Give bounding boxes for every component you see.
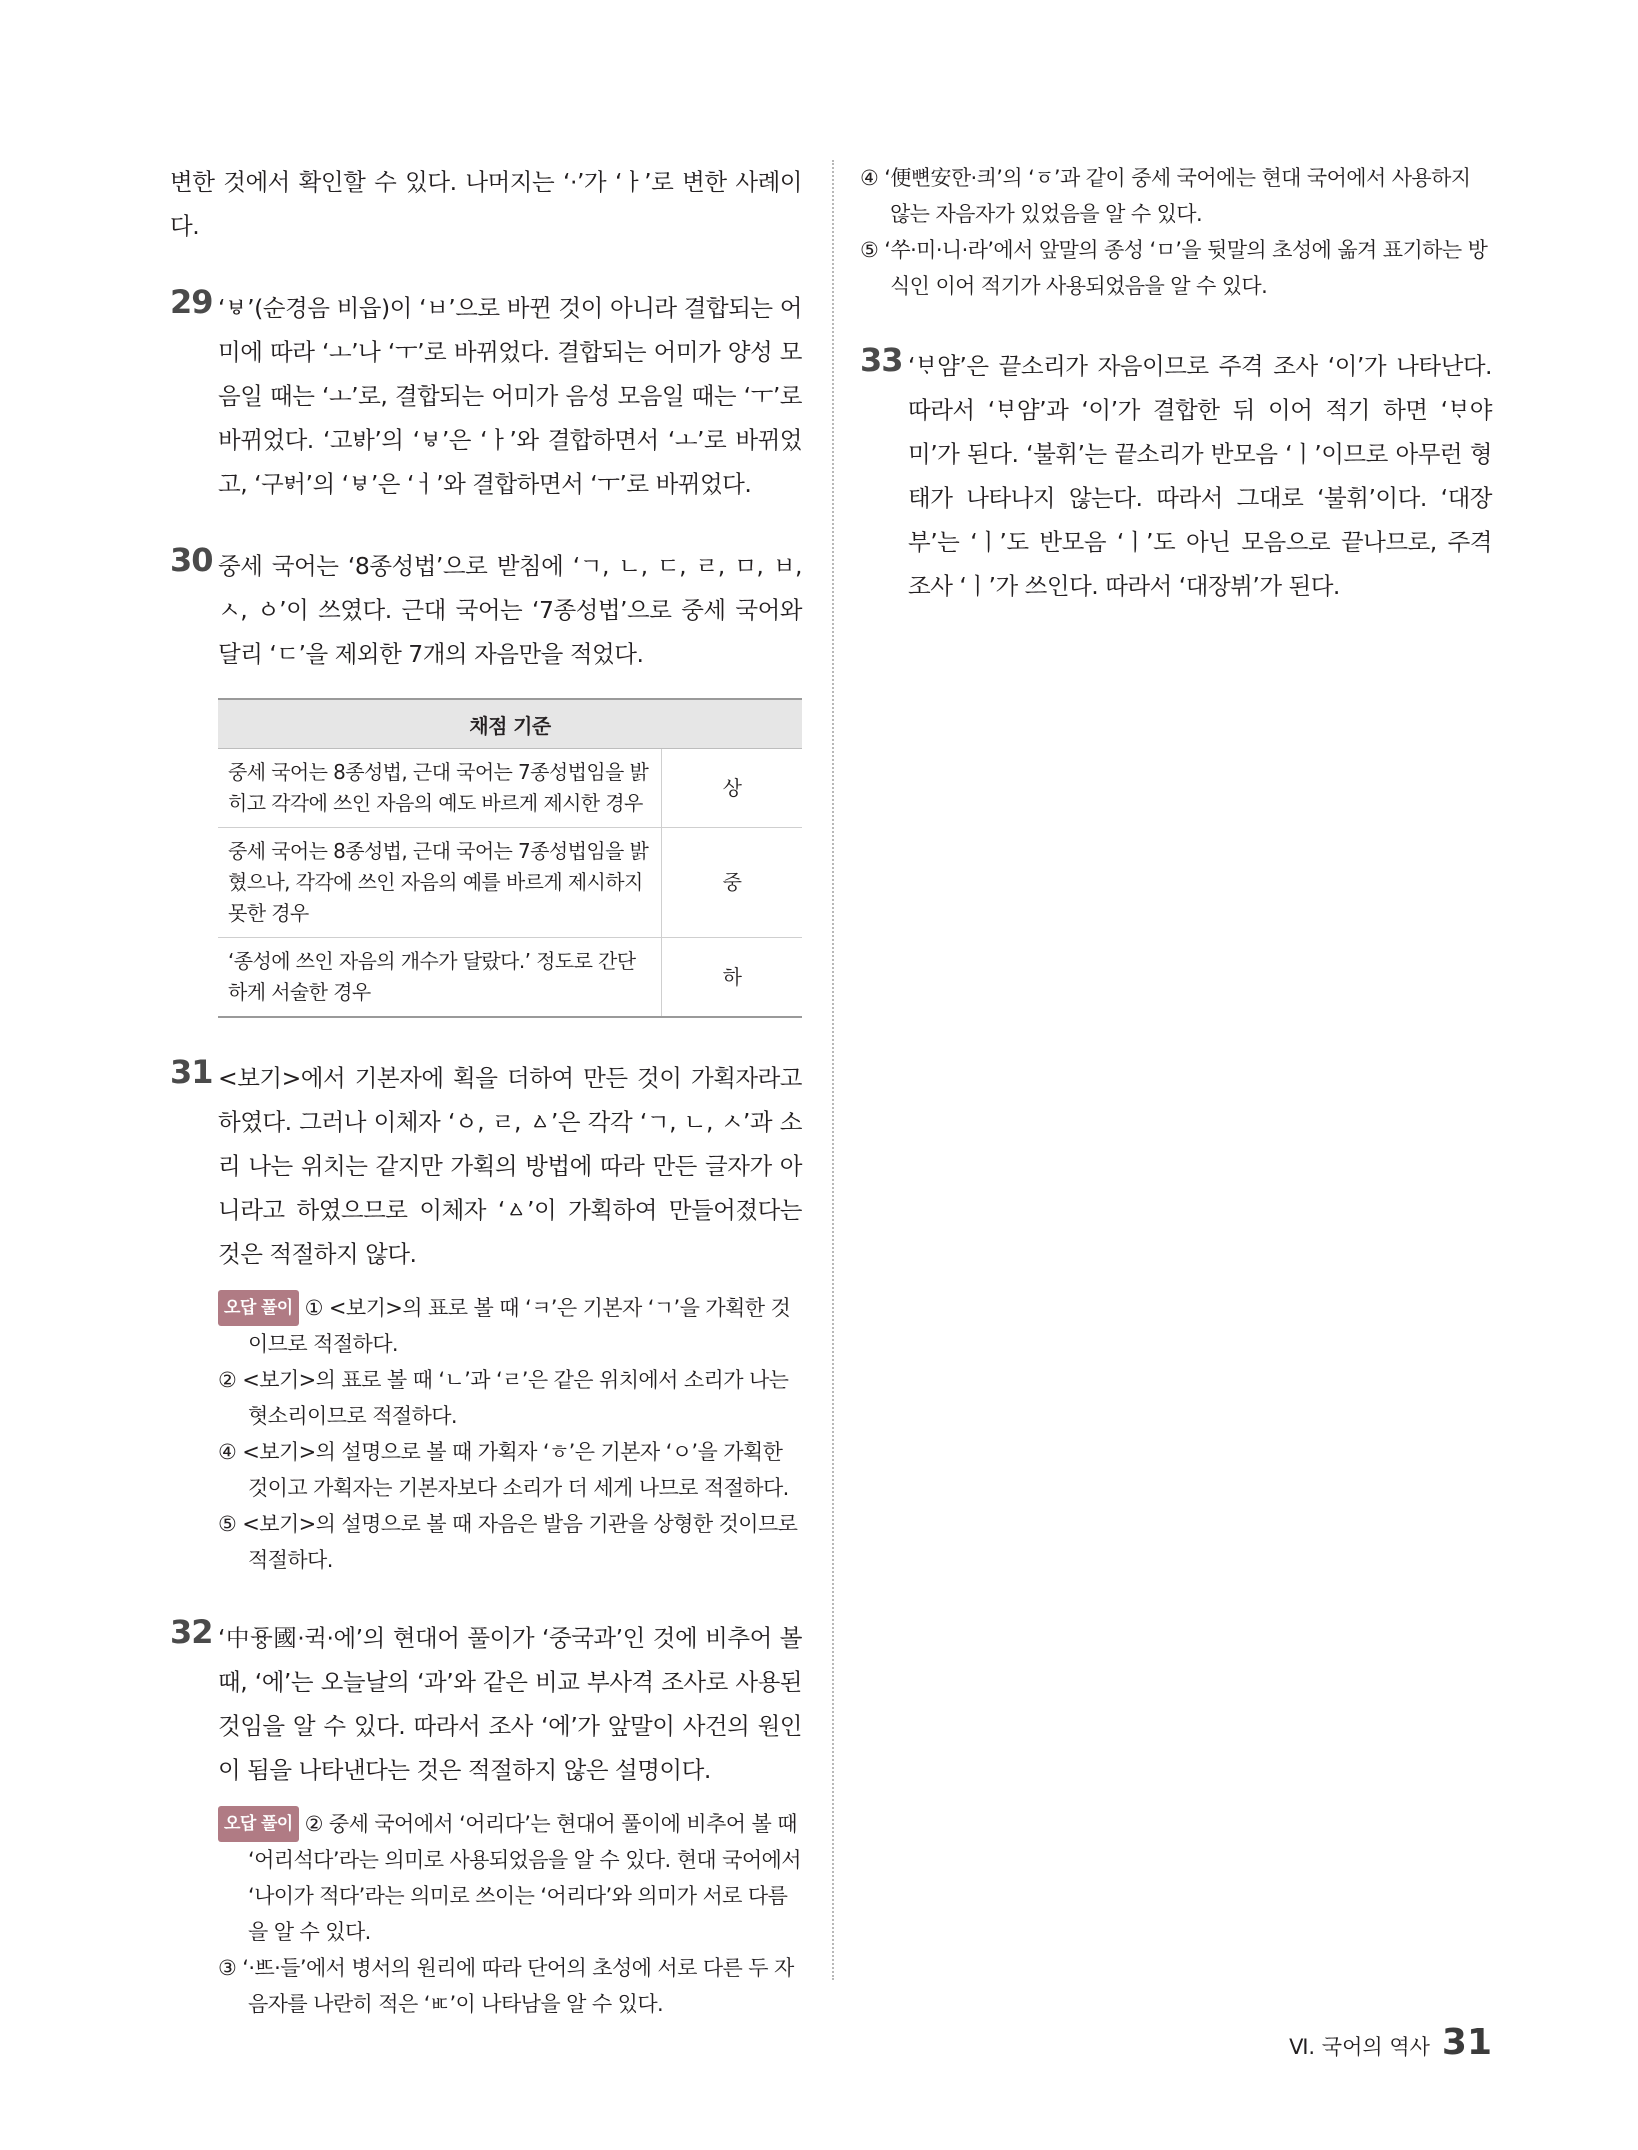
page-footer <box>1289 2022 1492 2063</box>
answer-text: ‘ㅸ’(순경음 비읍)이 ‘ㅂ’으로 바뀐 것이 아니라 결합되는 어미에 따라 ‘ㅗ’나 ‘ㅜ’로 바뀌었다. 결합되는 어미가 양성 모음일 때는 ‘ㅗ’로, 결합되는 어미가 음성 모음일 때는 ‘ㅜ’로 바뀌었다. ‘고ᄫᅡ’의 ‘ㅸ’은 ‘ㅏ’와 결합하면서 ‘ㅗ’로 바뀌었고, ‘구ᄫᅥ’의 ‘ㅸ’은 ‘ㅓ’와 결합하면서 ‘ㅜ’로 바뀌었다. <box>218 294 802 498</box>
question-number: 32 <box>170 1613 213 1651</box>
note-text: ② 중세 국어에서 ‘어리다’는 현대어 풀이에 비추어 볼 때 ‘어리석다’라는 의미로 사용되었음을 알 수 있다. 현대 국어에서 ‘나이가 적다’라는 의미로 쓰이는 ‘어리다’와 의미가 서로 다름을 알 수 있다. <box>248 1812 801 1944</box>
table-row <box>218 749 802 828</box>
answer-text: ‘ᄇᆞ얌’은 끝소리가 자음이므로 주격 조사 ‘이’가 나타난다. 따라서 ‘ᄇᆞ얌’과 ‘이’가 결합한 뒤 이어 적기 하면 ‘ᄇᆞ야미’가 된다. ‘불휘’는 끝소리가 반모음 ‘ㅣ’이므로 아무런 형태가 나타나지 않는다. 따라서 그대로 ‘불휘’이다. ‘대장부’는 ‘ㅣ’도 반모음 ‘ㅣ’도 아닌 모음으로 끝나므로, 주격 조사 ‘ㅣ’가 쓰인다. 따라서 ‘대장뷔’가 된다. <box>908 352 1492 600</box>
question-number: 31 <box>170 1053 213 1091</box>
question-number: 33 <box>860 341 903 379</box>
note-item: ⑤ ‘쑤·미·니·라’에서 앞말의 종성 ‘ㅁ’을 뒷말의 초성에 옮겨 표기하는 방식인 이어 적기가 사용되었음을 알 수 있다. <box>860 238 1488 298</box>
table-row <box>218 828 802 938</box>
answer-text: <보기>에서 기본자에 획을 더하여 만든 것이 가획자라고 하였다. 그러나 이체자 ‘ㆁ, ㄹ, ㅿ’은 각각 ‘ㄱ, ㄴ, ㅅ’과 소리 나는 위치는 같지만 가획의 방법에 따라 만든 글자가 아니라고 하였으므로 이체자 ‘ㅿ’이 가획하여 만들어졌다는 것은 적절하지 않다. <box>218 1064 802 1268</box>
wrong-answer-notes <box>218 1290 802 1578</box>
wrong-answer-badge: 오답 풀이 <box>218 1806 299 1842</box>
grade-cell: 하 <box>662 938 803 1018</box>
left-column <box>170 160 802 2022</box>
note-item: ⑤ <보기>의 설명으로 볼 때 자음은 발음 기관을 상형한 것이므로 적절하다. <box>218 1512 798 1572</box>
continued-notes <box>860 160 1492 304</box>
answer-text: 중세 국어는 ‘8종성법’으로 받침에 ‘ㄱ, ㄴ, ㄷ, ㄹ, ㅁ, ㅂ, ㅅ, ㆁ’이 쓰였다. 근대 국어는 ‘7종성법’으로 중세 국어와 달리 ‘ㄷ’을 제외한 7개의 자음만을 적었다. <box>218 552 802 668</box>
note-text: ① <보기>의 표로 볼 때 ‘ㅋ’은 기본자 ‘ㄱ’을 가획한 것이므로 적절하다. <box>248 1296 791 1356</box>
criterion-cell: 중세 국어는 8종성법, 근대 국어는 7종성법임을 밝히고 각각에 쓰인 자음의 예도 바르게 제시한 경우 <box>218 749 662 828</box>
question-32 <box>170 1613 802 2022</box>
table-header: 채점 기준 <box>218 699 802 749</box>
question-33 <box>860 341 1492 608</box>
table-row <box>218 938 802 1018</box>
grade-cell: 중 <box>662 828 803 938</box>
note-item <box>218 1806 802 1950</box>
answer-text: ‘中ᅙᅲᇰ國·귁·에’의 현대어 풀이가 ‘중국과’인 것에 비추어 볼 때, ‘에’는 오늘날의 ‘과’와 같은 비교 부사격 조사로 사용된 것임을 알 수 있다. 따라서 조사 ‘에’가 앞말이 사건의 원인이 됨을 나타낸다는 것은 적절하지 않은 설명이다. <box>218 1624 802 1784</box>
question-29 <box>170 283 802 506</box>
question-31 <box>170 1053 802 1578</box>
wrong-answer-badge: 오답 풀이 <box>218 1290 299 1326</box>
note-item: ④ <보기>의 설명으로 볼 때 가획자 ‘ㅎ’은 기본자 ‘ㅇ’을 가획한 것이고 가획자는 기본자보다 소리가 더 세게 나므로 적절하다. <box>218 1440 789 1500</box>
note-item <box>218 1290 802 1362</box>
wrong-answer-notes <box>218 1806 802 2022</box>
note-item: ③ ‘·ᄠᅳ·들’에서 병서의 원리에 따라 단어의 초성에 서로 다른 두 자음자를 나란히 적은 ‘ㅳ’이 나타남을 알 수 있다. <box>218 1956 794 2016</box>
note-item: ② <보기>의 표로 볼 때 ‘ㄴ’과 ‘ㄹ’은 같은 위치에서 소리가 나는 혓소리이므로 적절하다. <box>218 1368 789 1428</box>
criterion-cell: 중세 국어는 8종성법, 근대 국어는 7종성법임을 밝혔으나, 각각에 쓰인 자음의 예를 바르게 제시하지 못한 경우 <box>218 828 662 938</box>
question-30 <box>170 541 802 1018</box>
page-number: 31 <box>1441 2022 1492 2063</box>
right-column <box>860 160 1492 608</box>
question-number: 29 <box>170 283 213 321</box>
question-number: 30 <box>170 541 213 579</box>
intro-text: 변한 것에서 확인할 수 있다. 나머지는 ‘·’가 ‘ㅏ’로 변한 사례이다. <box>170 168 802 240</box>
criterion-cell: ‘종성에 쓰인 자음의 개수가 달랐다.’ 정도로 간단하게 서술한 경우 <box>218 938 662 1018</box>
column-divider <box>832 160 834 1980</box>
scoring-table <box>218 698 802 1018</box>
section-title: Ⅵ. 국어의 역사 <box>1289 2035 1430 2059</box>
grade-cell: 상 <box>662 749 803 828</box>
note-item: ④ ‘便뼌安ᅙᅡᆫ·킈’의 ‘ㆆ’과 같이 중세 국어에는 현대 국어에서 사용하지 않는 자음자가 있었음을 알 수 있다. <box>860 166 1471 226</box>
